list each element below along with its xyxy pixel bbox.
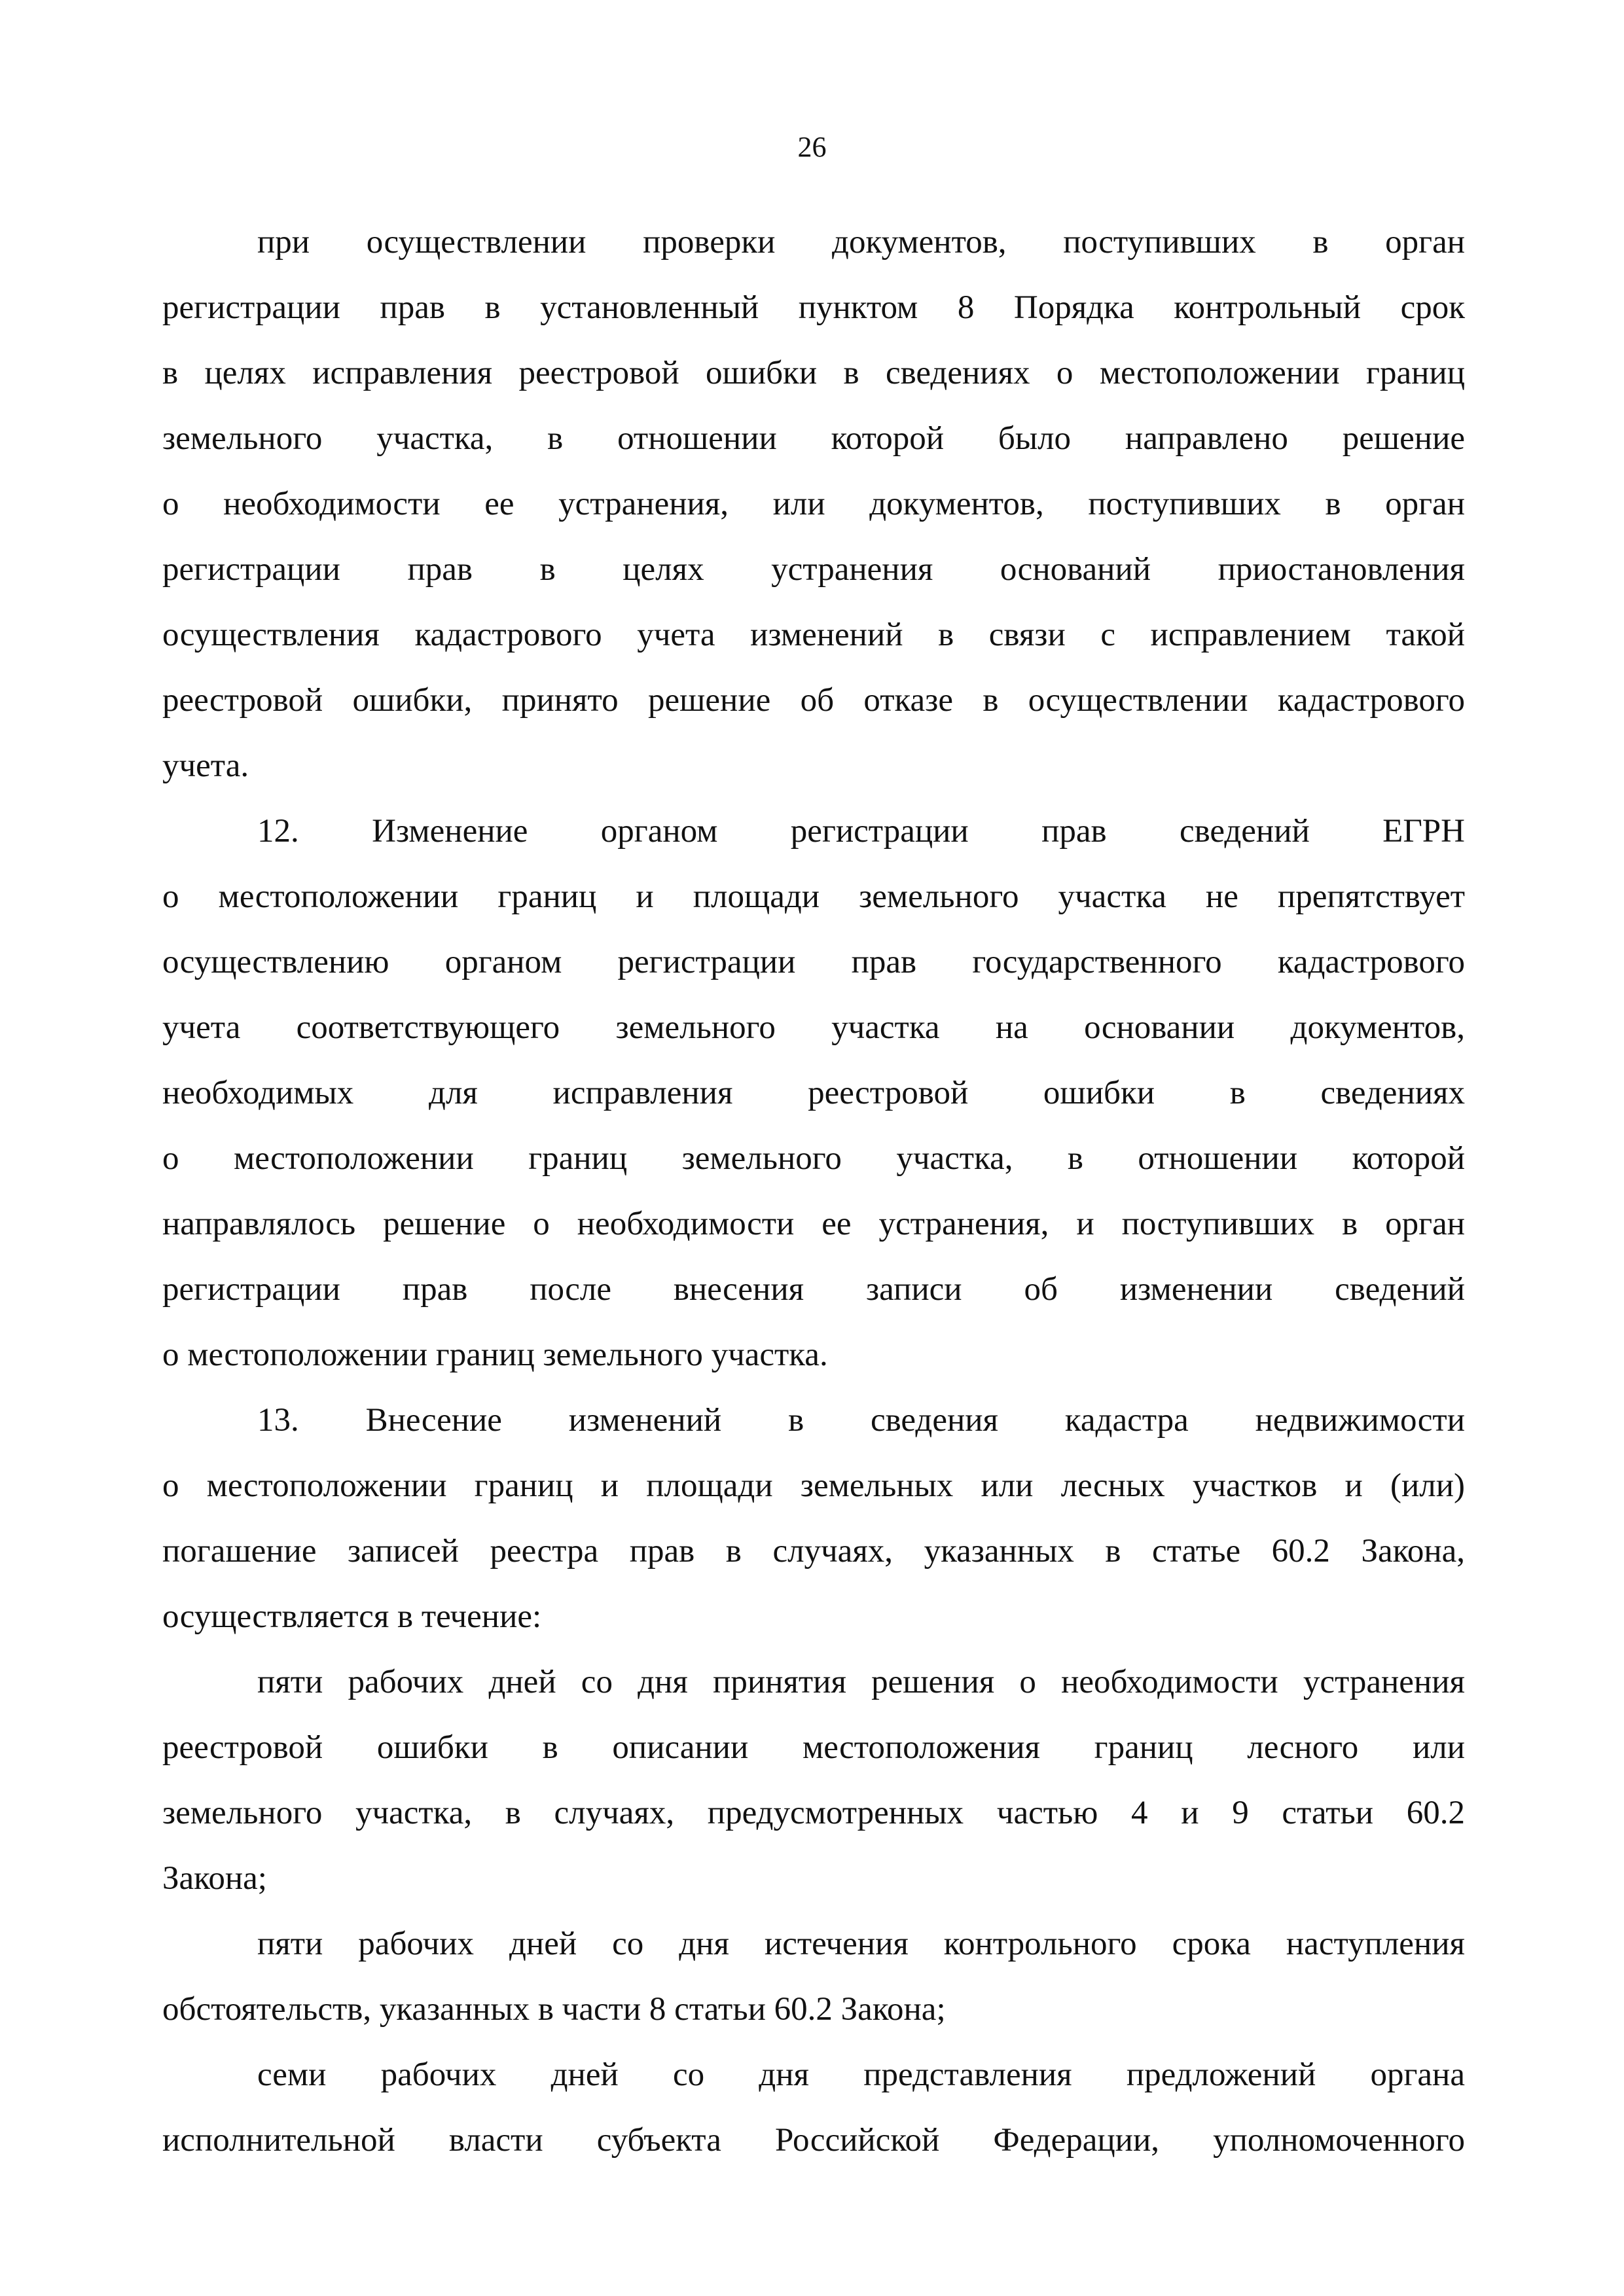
text-line: о местоположении границ земельного участка, в отношении которой (162, 1140, 1465, 1177)
paragraph-continuation (162, 209, 1465, 798)
paragraph-13-item-3 (162, 2042, 1465, 2173)
text-line: о местоположении границ земельного участка. (162, 1336, 828, 1373)
text-line: реестровой ошибки, принято решение об отказе в осуществлении кадастрового (162, 682, 1465, 719)
text-line: направлялось решение о необходимости ее устранения, и поступивших в орган (162, 1206, 1465, 1242)
text-line: регистрации прав после внесения записи об изменении сведений (162, 1271, 1465, 1308)
text-line: обстоятельств, указанных в части 8 статьи 60.2 Закона; (162, 1991, 946, 2028)
text-line: необходимых для исправления реестровой ошибки в сведениях (162, 1075, 1465, 1111)
text-line: 13. Внесение изменений в сведения кадастра недвижимости (257, 1402, 1465, 1439)
text-line: семи рабочих дней со дня представления предложений органа (257, 2056, 1465, 2093)
text-line: осуществления кадастрового учета изменений в связи с исправлением такой (162, 617, 1465, 653)
text-line: осуществляется в течение: (162, 1598, 542, 1635)
text-line: Закона; (162, 1860, 267, 1897)
text-line: 12. Изменение органом регистрации прав сведений ЕГРН (257, 813, 1465, 850)
text-line: земельного участка, в отношении которой было направлено решение (162, 420, 1465, 457)
text-line: реестровой ошибки в описании местоположения границ лесного или (162, 1729, 1465, 1766)
text-line: земельного участка, в случаях, предусмотренных частью 4 и 9 статьи 60.2 (162, 1795, 1465, 1831)
text-line: о местоположении границ и площади земельного участка не препятствует (162, 878, 1465, 915)
text-line: пяти рабочих дней со дня истечения контрольного срока наступления (257, 1926, 1465, 1962)
text-line: о необходимости ее устранения, или документов, поступивших в орган (162, 486, 1465, 522)
paragraph-13-item-1 (162, 1649, 1465, 1911)
text-line: регистрации прав в установленный пунктом 8 Порядка контрольный срок (162, 289, 1465, 326)
text-line: учета соответствующего земельного участка на основании документов, (162, 1009, 1465, 1046)
text-line: при осуществлении проверки документов, поступивших в орган (257, 224, 1465, 260)
paragraph-13-item-2 (162, 1911, 1465, 2042)
text-line: в целях исправления реестровой ошибки в сведениях о местоположении границ (162, 355, 1465, 391)
text-line: учета. (162, 747, 249, 784)
text-line: регистрации прав в целях устранения оснований приостановления (162, 551, 1465, 588)
text-line: погашение записей реестра прав в случаях, указанных в статье 60.2 Закона, (162, 1533, 1465, 1570)
text-line: о местоположении границ и площади земельных или лесных участков и (или) (162, 1467, 1465, 1504)
text-line: осуществлению органом регистрации прав государственного кадастрового (162, 944, 1465, 980)
document-body (162, 209, 1465, 2173)
paragraph-13 (162, 1388, 1465, 1649)
paragraph-12 (162, 798, 1465, 1388)
text-line: исполнительной власти субъекта Российской Федерации, уполномоченного (162, 2122, 1465, 2159)
page-number: 26 (797, 131, 827, 163)
text-line: пяти рабочих дней со дня принятия решения о необходимости устранения (257, 1664, 1465, 1700)
